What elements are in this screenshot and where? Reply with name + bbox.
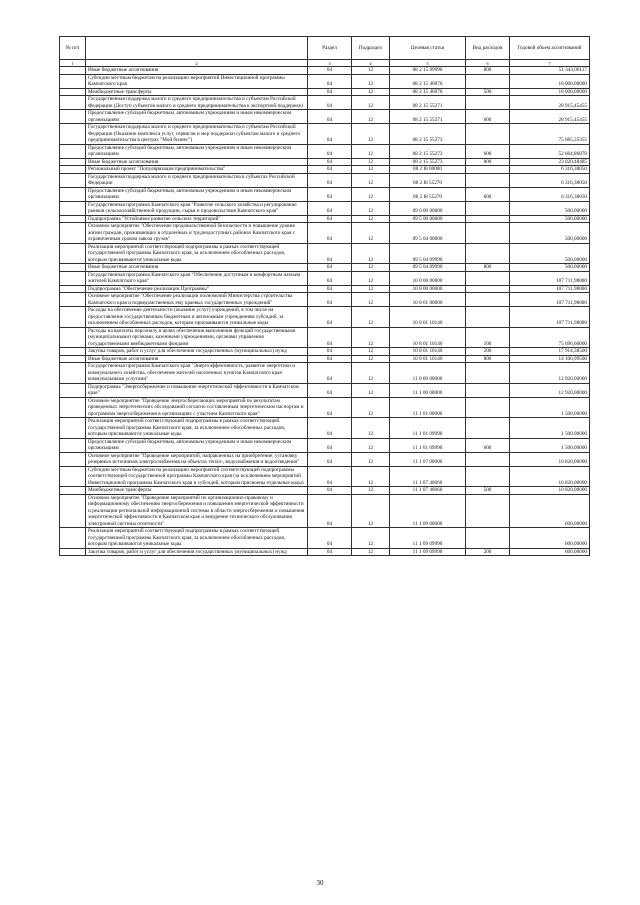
- row-amount-cell: 500,00000: [510, 201, 590, 215]
- row-name-cell: Основное мероприятие "Проведение мероприятий, направленных на приобретение, установку резервных источников электроснабжения на объектах тепло-, водоснабжения и водоотведения": [86, 452, 308, 466]
- row-podrazdel-cell: 12: [352, 144, 390, 158]
- row-razdel-cell: 04: [308, 264, 352, 272]
- row-razdel-cell: 04: [308, 201, 352, 215]
- table-header-row: [60, 37, 590, 60]
- row-name-cell: Основное мероприятие "Проведение мероприятий по организационно-правовому и информационному обеспечению энергосбережения и повышения энергетической эффективности и реализации региональной информационной системы в области энергосбережения и повышения энергетической эффективности в Камчатском крае и внедрение технического обслуживания электронной системы отчетности": [86, 494, 308, 528]
- row-razdel-cell: 04: [308, 285, 352, 293]
- row-expense-type-cell: [466, 528, 510, 549]
- row-expense-type-cell: 600: [466, 438, 510, 452]
- row-name-cell: Предоставление субсидий бюджетным, автономным учреждениям и иным некоммерческим организациям: [86, 110, 308, 124]
- row-expense-type-cell: 500: [466, 88, 510, 96]
- row-target-article-cell: 11 1 09 09990: [390, 548, 466, 556]
- header-expense-type: Вид расходов: [466, 37, 510, 60]
- table-row: [60, 363, 590, 384]
- row-expense-type-cell: [466, 223, 510, 244]
- row-amount-cell: 1 500,00000: [510, 418, 590, 439]
- table-row: [60, 528, 590, 549]
- row-razdel-cell: 04: [308, 307, 352, 328]
- row-number-cell: [60, 418, 86, 439]
- row-name-cell: Межбюджетные трансферты: [86, 487, 308, 495]
- row-target-article-cell: 10 8 01 10140: [390, 327, 466, 348]
- row-amount-cell: 6 316,38050: [510, 173, 590, 187]
- row-podrazdel-cell: 12: [352, 187, 390, 201]
- row-podrazdel-cell: 12: [352, 74, 390, 88]
- row-razdel-cell: 04: [308, 166, 352, 174]
- row-expense-type-cell: [466, 124, 510, 145]
- row-number-cell: [60, 88, 86, 96]
- row-number-cell: [60, 271, 86, 285]
- row-podrazdel-cell: 12: [352, 67, 390, 75]
- row-podrazdel-cell: 12: [352, 285, 390, 293]
- row-podrazdel-cell: 12: [352, 110, 390, 124]
- row-number-cell: [60, 166, 86, 174]
- row-expense-type-cell: [466, 418, 510, 439]
- row-podrazdel-cell: 12: [352, 173, 390, 187]
- row-target-article-cell: 11 0 00 00000: [390, 363, 466, 384]
- table-row: [60, 293, 590, 307]
- row-expense-type-cell: 600: [466, 144, 510, 158]
- table-row: [60, 355, 590, 363]
- row-expense-type-cell: [466, 243, 510, 264]
- column-number: 2: [86, 60, 308, 67]
- table-row: [60, 187, 590, 201]
- row-razdel-cell: 04: [308, 187, 352, 201]
- row-podrazdel-cell: 12: [352, 348, 390, 356]
- row-expense-type-cell: 200: [466, 348, 510, 356]
- table-row: [60, 264, 590, 272]
- row-podrazdel-cell: 12: [352, 215, 390, 223]
- row-amount-cell: 500,00000: [510, 223, 590, 244]
- row-name-cell: Расходы на выплаты персоналу в целях обеспечения выполнения функций государственными (муниципальными) органами, казенными учреждениями, органами управления государственными внебюджетными фондами: [86, 327, 308, 348]
- row-name-cell: Иные бюджетные ассигнования: [86, 67, 308, 75]
- row-name-cell: Межбюджетные трансферты: [86, 88, 308, 96]
- row-number-cell: [60, 348, 86, 356]
- row-name-cell: Государственная поддержка малого и среднего предпринимательства в субъектах Российской Федерации: [86, 173, 308, 187]
- table-row: [60, 144, 590, 158]
- row-number-cell: [60, 74, 86, 88]
- row-expense-type-cell: 600: [466, 187, 510, 201]
- row-name-cell: Реализация мероприятий соответствующей подпрограммы в рамках соответствующей государственной программы Камчатского края, за исключением обособленных расходов, которым присваиваются уникальные коды: [86, 243, 308, 264]
- row-name-cell: Подпрограмма "Энергосбережение и повышение энергетической эффективности в Камчатском крае": [86, 383, 308, 397]
- row-expense-type-cell: [466, 96, 510, 110]
- row-amount-cell: 107 711,98000: [510, 307, 590, 328]
- row-expense-type-cell: 600: [466, 110, 510, 124]
- table-row: [60, 201, 590, 215]
- row-podrazdel-cell: 12: [352, 96, 390, 110]
- row-podrazdel-cell: 12: [352, 223, 390, 244]
- row-number-cell: [60, 243, 86, 264]
- row-expense-type-cell: 800: [466, 158, 510, 166]
- row-expense-type-cell: [466, 74, 510, 88]
- row-target-article-cell: 09 0 00 00000: [390, 201, 466, 215]
- row-amount-cell: 51 343,06117: [510, 67, 590, 75]
- column-number: 7: [510, 60, 590, 67]
- table-row: [60, 452, 590, 466]
- row-number-cell: [60, 438, 86, 452]
- row-expense-type-cell: 500: [466, 487, 510, 495]
- row-amount-cell: 500,00000: [510, 264, 590, 272]
- table-row: [60, 215, 590, 223]
- row-expense-type-cell: [466, 494, 510, 528]
- row-number-cell: [60, 110, 86, 124]
- row-expense-type-cell: [466, 397, 510, 418]
- row-razdel-cell: 04: [308, 355, 352, 363]
- header-num: № п/п: [60, 37, 86, 60]
- row-name-cell: Предоставление субсидий бюджетным, автономным учреждениям и иным некоммерческим организациям: [86, 438, 308, 452]
- table-row: [60, 74, 590, 88]
- row-expense-type-cell: [466, 363, 510, 384]
- row-number-cell: [60, 285, 86, 293]
- row-razdel-cell: 04: [308, 144, 352, 158]
- row-name-cell: Иные бюджетные ассигнования: [86, 264, 308, 272]
- row-razdel-cell: 04: [308, 124, 352, 145]
- row-razdel-cell: 04: [308, 438, 352, 452]
- row-expense-type-cell: 100: [466, 327, 510, 348]
- row-razdel-cell: 04: [308, 223, 352, 244]
- row-name-cell: Подпрограмма "Обеспечение реализации Программы": [86, 285, 308, 293]
- row-expense-type-cell: [466, 271, 510, 285]
- row-amount-cell: 107 711,98000: [510, 293, 590, 307]
- row-podrazdel-cell: 12: [352, 124, 390, 145]
- table-row: [60, 466, 590, 487]
- row-podrazdel-cell: 12: [352, 466, 390, 487]
- row-number-cell: [60, 355, 86, 363]
- row-target-article-cell: 11 1 01 09990: [390, 418, 466, 439]
- row-number-cell: [60, 494, 86, 528]
- row-name-cell: Реализация мероприятий соответствующей подпрограммы в рамках соответствующей государственной программы Камчатского края, за исключением обособленных расходов, которым присваиваются уникальные коды: [86, 528, 308, 549]
- row-number-cell: [60, 173, 86, 187]
- page-number: 30: [316, 879, 324, 887]
- row-name-cell: Основное мероприятие "Обеспечение реализации полномочий Министерства строительства Камчатского края и подведомственных ему краевых государственных учреждений": [86, 293, 308, 307]
- row-amount-cell: 10 820,00000: [510, 487, 590, 495]
- row-target-article-cell: 11 1 07 00000: [390, 452, 466, 466]
- row-amount-cell: 1 500,00000: [510, 397, 590, 418]
- table-row: [60, 418, 590, 439]
- row-podrazdel-cell: 12: [352, 158, 390, 166]
- row-number-cell: [60, 158, 86, 166]
- row-target-article-cell: 10 8 01 10140: [390, 307, 466, 328]
- row-amount-cell: 52 664,86870: [510, 144, 590, 158]
- row-razdel-cell: 04: [308, 363, 352, 384]
- row-podrazdel-cell: 12: [352, 487, 390, 495]
- row-target-article-cell: 08 2 15 55273: [390, 124, 466, 145]
- row-podrazdel-cell: 12: [352, 383, 390, 397]
- header-name: [86, 37, 308, 60]
- row-razdel-cell: 04: [308, 494, 352, 528]
- row-expense-type-cell: [466, 201, 510, 215]
- row-razdel-cell: 04: [308, 173, 352, 187]
- row-target-article-cell: 08 2 I8 55270: [390, 173, 466, 187]
- row-number-cell: [60, 96, 86, 110]
- row-amount-cell: 28 915,45455: [510, 110, 590, 124]
- row-name-cell: Региональный проект "Популяризация предпринимательства": [86, 166, 308, 174]
- table-row: [60, 271, 590, 285]
- row-number-cell: [60, 67, 86, 75]
- row-razdel-cell: 04: [308, 88, 352, 96]
- table-row: [60, 67, 590, 75]
- row-expense-type-cell: [466, 285, 510, 293]
- row-razdel-cell: 04: [308, 397, 352, 418]
- table-row: [60, 285, 590, 293]
- row-razdel-cell: 04: [308, 466, 352, 487]
- table-row: [60, 88, 590, 96]
- row-amount-cell: 500,00000: [510, 215, 590, 223]
- row-podrazdel-cell: 12: [352, 166, 390, 174]
- row-amount-cell: 6 316,38050: [510, 166, 590, 174]
- row-amount-cell: 18 000,00000: [510, 88, 590, 96]
- row-expense-type-cell: [466, 466, 510, 487]
- table-row: [60, 96, 590, 110]
- row-amount-cell: 1 500,00000: [510, 438, 590, 452]
- row-target-article-cell: 08 2 15 40070: [390, 88, 466, 96]
- column-number: 5: [390, 60, 466, 67]
- row-amount-cell: 18 000,00000: [510, 74, 590, 88]
- row-razdel-cell: 04: [308, 96, 352, 110]
- row-amount-cell: 107 711,98000: [510, 285, 590, 293]
- row-podrazdel-cell: 12: [352, 418, 390, 439]
- row-number-cell: [60, 383, 86, 397]
- row-name-cell: Иные бюджетные ассигнования: [86, 158, 308, 166]
- row-target-article-cell: 09 5 04 00000: [390, 223, 466, 244]
- row-podrazdel-cell: 12: [352, 327, 390, 348]
- row-amount-cell: 10 820,00000: [510, 452, 590, 466]
- row-number-cell: [60, 187, 86, 201]
- table-row: [60, 166, 590, 174]
- row-target-article-cell: 10 8 01 10140: [390, 348, 466, 356]
- table-row: [60, 307, 590, 328]
- row-razdel-cell: 04: [308, 418, 352, 439]
- row-amount-cell: 14 100,99500: [510, 355, 590, 363]
- row-podrazdel-cell: 12: [352, 243, 390, 264]
- row-expense-type-cell: [466, 452, 510, 466]
- row-target-article-cell: 11 1 00 00000: [390, 383, 466, 397]
- row-expense-type-cell: [466, 293, 510, 307]
- table-row: [60, 327, 590, 348]
- row-razdel-cell: 04: [308, 348, 352, 356]
- row-podrazdel-cell: 12: [352, 307, 390, 328]
- row-number-cell: [60, 124, 86, 145]
- row-amount-cell: 600,00000: [510, 528, 590, 549]
- row-name-cell: Подпрограмма "Устойчивое развитие сельских территорий": [86, 215, 308, 223]
- row-target-article-cell: 10 8 01 10140: [390, 355, 466, 363]
- row-name-cell: Предоставление субсидий бюджетным, автономным учреждениям и иным некоммерческим организациям: [86, 187, 308, 201]
- row-podrazdel-cell: 12: [352, 548, 390, 556]
- row-expense-type-cell: 200: [466, 548, 510, 556]
- row-razdel-cell: 04: [308, 158, 352, 166]
- row-number-cell: [60, 466, 86, 487]
- row-podrazdel-cell: 12: [352, 494, 390, 528]
- row-podrazdel-cell: 12: [352, 271, 390, 285]
- row-amount-cell: 600,00000: [510, 548, 590, 556]
- row-name-cell: Субсидии местным бюджетам на реализацию мероприятий Инвестиционной программы Камчатского края: [86, 74, 308, 88]
- row-target-article-cell: 08 2 I8 55270: [390, 187, 466, 201]
- row-name-cell: Субсидии местным бюджетам на реализацию мероприятий соответствующей подпрограммы соответствующей государственной программы Камчатского края (за исключением мероприятий Инвестиционной программы Камчатского края и субсидий, которым присвоены отдельные коды): [86, 466, 308, 487]
- column-number: 6: [466, 60, 510, 67]
- row-target-article-cell: 08 2 I8 00000: [390, 166, 466, 174]
- row-number-cell: [60, 293, 86, 307]
- row-number-cell: [60, 307, 86, 328]
- row-amount-cell: 500,00000: [510, 243, 590, 264]
- row-name-cell: Государственная поддержка малого и среднего предпринимательства и субъектам Российской Федерации (Оказание комплекса услуг, сервисов и мер поддержки субъектам малого и среднего предпринимательства в центрах "Мой бизнес"): [86, 124, 308, 145]
- row-target-article-cell: 10 8 01 00000: [390, 293, 466, 307]
- row-razdel-cell: 04: [308, 548, 352, 556]
- row-podrazdel-cell: 12: [352, 88, 390, 96]
- column-number: 4: [352, 60, 390, 67]
- row-razdel-cell: 04: [308, 293, 352, 307]
- row-expense-type-cell: [466, 215, 510, 223]
- row-amount-cell: 600,00000: [510, 494, 590, 528]
- row-number-cell: [60, 452, 86, 466]
- row-razdel-cell: 04: [308, 67, 352, 75]
- row-expense-type-cell: [466, 307, 510, 328]
- row-amount-cell: 28 915,45455: [510, 96, 590, 110]
- table-row: [60, 124, 590, 145]
- row-razdel-cell: 04: [308, 452, 352, 466]
- row-razdel-cell: 04: [308, 271, 352, 285]
- row-name-cell: Реализация мероприятий соответствующей подпрограммы в рамках соответствующей государственной программы Камчатского края, за исключением обособленных расходов, которым присваиваются уникальные коды: [86, 418, 308, 439]
- table-body: [60, 67, 590, 556]
- row-expense-type-cell: 800: [466, 264, 510, 272]
- header-podrazdel: Подраздел: [352, 37, 390, 60]
- row-target-article-cell: 11 1 01 09990: [390, 438, 466, 452]
- header-target-article: Целевая статья: [390, 37, 466, 60]
- header-annual-amount: Годовой объем ассигнований: [510, 37, 590, 60]
- row-amount-cell: 75 685,35355: [510, 124, 590, 145]
- table-row: [60, 383, 590, 397]
- row-name-cell: Основное мероприятие "Проведение энергосберегающих мероприятий по результатам проведенных энергетических обследований согласно составленным энергетическим паспортам и программам энергосбережения в организациях с участием Камчатского края": [86, 397, 308, 418]
- row-name-cell: Государственная программа Камчатского края "Энергоэффективность, развитие энергетики и коммунального хозяйства, обеспечение жителей населенных пунктов Камчатского края коммунальными услугами": [86, 363, 308, 384]
- row-name-cell: Предоставление субсидий бюджетным, автономным учреждениям и иным некоммерческим организациям: [86, 144, 308, 158]
- row-target-article-cell: 09 5 04 09990: [390, 264, 466, 272]
- row-name-cell: Основное мероприятие "Обеспечение продовольственной безопасности и повышение уровня жизни граждан, проживающих в отдаленных и труднодоступных районах Камчатского края с ограниченным сроком завоза грузов": [86, 223, 308, 244]
- row-target-article-cell: 09 5 04 09990: [390, 243, 466, 264]
- row-target-article-cell: 09 5 00 00000: [390, 215, 466, 223]
- row-target-article-cell: 10 0 00 00000: [390, 271, 466, 285]
- row-name-cell: Иные бюджетные ассигнования: [86, 355, 308, 363]
- row-name-cell: Государственная программа Камчатского края "Обеспечение доступным и комфортным жильем жителей Камчатского края": [86, 271, 308, 285]
- row-expense-type-cell: 800: [466, 67, 510, 75]
- row-razdel-cell: 04: [308, 327, 352, 348]
- row-target-article-cell: 11 1 07 40060: [390, 487, 466, 495]
- row-podrazdel-cell: 12: [352, 264, 390, 272]
- column-number: 1: [60, 60, 86, 67]
- row-expense-type-cell: [466, 166, 510, 174]
- row-podrazdel-cell: 12: [352, 528, 390, 549]
- row-target-article-cell: 10 8 00 00000: [390, 285, 466, 293]
- row-number-cell: [60, 264, 86, 272]
- row-number-cell: [60, 144, 86, 158]
- row-expense-type-cell: [466, 173, 510, 187]
- row-target-article-cell: 11 1 07 40060: [390, 466, 466, 487]
- row-razdel-cell: 04: [308, 243, 352, 264]
- row-podrazdel-cell: 12: [352, 355, 390, 363]
- row-amount-cell: 10 820,00000: [510, 466, 590, 487]
- budget-table: [59, 36, 590, 556]
- row-number-cell: [60, 548, 86, 556]
- row-target-article-cell: 08 2 15 40070: [390, 74, 466, 88]
- row-name-cell: Закупка товаров, работ и услуг для обеспечения государственных (муниципальных) нужд: [86, 548, 308, 556]
- row-podrazdel-cell: 12: [352, 397, 390, 418]
- column-number: 3: [308, 60, 352, 67]
- row-name-cell: Государственная поддержка малого и среднего предпринимательства и субъектам Российской Федерации (Доступ субъектов малого и среднего предпринимательства к экспортной поддержке): [86, 96, 308, 110]
- row-target-article-cell: 11 1 01 00000: [390, 397, 466, 418]
- row-podrazdel-cell: 12: [352, 293, 390, 307]
- row-name-cell: Закупка товаров, работ и услуг для обеспечения государственных (муниципальных) нужд: [86, 348, 308, 356]
- row-target-article-cell: 08 2 15 55271: [390, 96, 466, 110]
- row-razdel-cell: 04: [308, 487, 352, 495]
- row-amount-cell: 107 711,98000: [510, 271, 590, 285]
- table-row: [60, 487, 590, 495]
- row-expense-type-cell: 800: [466, 355, 510, 363]
- row-podrazdel-cell: 12: [352, 201, 390, 215]
- table-row: [60, 438, 590, 452]
- row-podrazdel-cell: 12: [352, 438, 390, 452]
- row-number-cell: [60, 223, 86, 244]
- row-target-article-cell: 08 2 15 55273: [390, 158, 466, 166]
- row-razdel-cell: 04: [308, 528, 352, 549]
- row-number-cell: [60, 528, 86, 549]
- row-amount-cell: 23 020,48485: [510, 158, 590, 166]
- row-number-cell: [60, 487, 86, 495]
- row-name-cell: Государственная программа Камчатского края "Развитие сельского хозяйства и регулирование рынков сельскохозяйственной продукции, сырья и продовольствия Камчатского края": [86, 201, 308, 215]
- row-number-cell: [60, 327, 86, 348]
- budget-table-page: [59, 36, 589, 556]
- row-razdel-cell: 04: [308, 110, 352, 124]
- row-target-article-cell: 11 1 09 09990: [390, 528, 466, 549]
- row-expense-type-cell: [466, 383, 510, 397]
- row-number-cell: [60, 397, 86, 418]
- header-razdel: Раздел: [308, 37, 352, 60]
- column-number-row: [60, 60, 590, 67]
- table-row: [60, 397, 590, 418]
- row-number-cell: [60, 215, 86, 223]
- table-row: [60, 173, 590, 187]
- row-amount-cell: 12 920,00000: [510, 383, 590, 397]
- row-target-article-cell: 08 2 15 09990: [390, 67, 466, 75]
- row-name-cell: Расходы на обеспечение деятельности (оказание услуг) учреждений, в том числе на предоставление государственным бюджетным и автономным учреждениям субсидий, за исключением обособленных расходов, которым присваиваются уникальные коды: [86, 307, 308, 328]
- row-razdel-cell: 04: [308, 383, 352, 397]
- row-amount-cell: 75 696,60000: [510, 327, 590, 348]
- table-row: [60, 158, 590, 166]
- table-row: [60, 548, 590, 556]
- row-target-article-cell: 11 1 09 00000: [390, 494, 466, 528]
- table-row: [60, 494, 590, 528]
- row-podrazdel-cell: 12: [352, 363, 390, 384]
- table-row: [60, 110, 590, 124]
- table-row: [60, 243, 590, 264]
- table-row: [60, 223, 590, 244]
- row-razdel-cell: 04: [308, 215, 352, 223]
- row-amount-cell: 12 920,00000: [510, 363, 590, 384]
- row-target-article-cell: 08 2 15 55271: [390, 110, 466, 124]
- row-amount-cell: 17 914,38500: [510, 348, 590, 356]
- row-amount-cell: 6 316,38050: [510, 187, 590, 201]
- row-target-article-cell: 08 2 15 55273: [390, 144, 466, 158]
- row-number-cell: [60, 201, 86, 215]
- row-number-cell: [60, 363, 86, 384]
- row-razdel-cell: 04: [308, 74, 352, 88]
- row-podrazdel-cell: 12: [352, 452, 390, 466]
- table-row: [60, 348, 590, 356]
